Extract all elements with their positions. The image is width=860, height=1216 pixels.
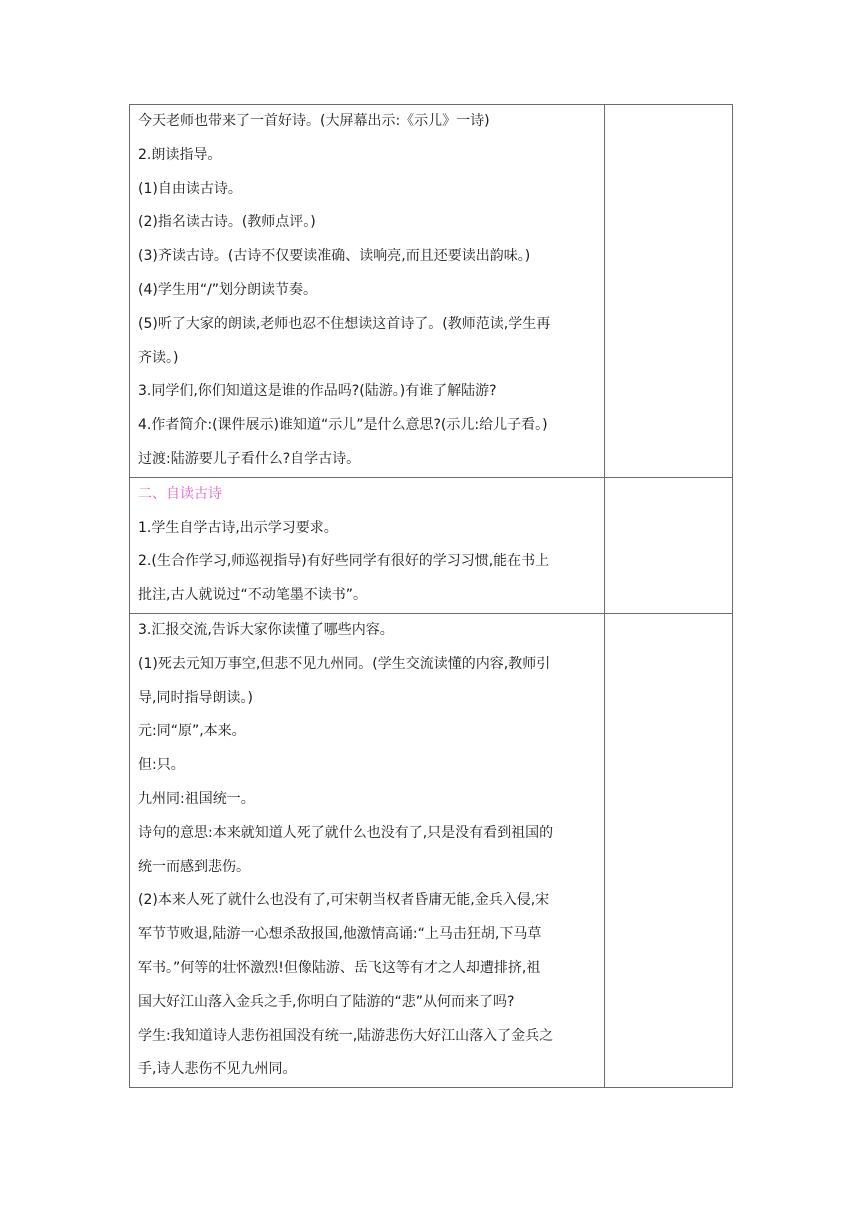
notes-cell [605,613,733,1087]
text-line: 军节节败退,陆游一心想杀敌报国,他激情高诵:“上马击狂胡,下马草 [138,926,542,943]
text-line: 国大好江山落入金兵之手,你明白了陆游的“悲”从何而来了吗? [138,993,515,1010]
text-line: (1)自由读古诗。 [138,180,242,197]
text-line: 元:同“原”,本来。 [138,723,246,740]
text-line: 2.(生合作学习,师巡视指导)有好些同学有很好的学习习惯,能在书上 [138,553,550,570]
text-line: 导,同时指导朗读。) [138,689,253,706]
content-cell [130,105,605,478]
text-line: 手,诗人悲伤不见九州同。 [138,1061,297,1078]
text-line: 批注,古人就说过“不动笔墨不读书”。 [138,587,367,604]
text-line: (2)指名读古诗。(教师点评。) [138,214,316,231]
content-cell [130,477,605,613]
text-line: 3.汇报交流,告诉大家你读懂了哪些内容。 [138,621,394,638]
section-heading: 二、自读古诗 [138,485,222,502]
text-line: (1)死去元知万事空,但悲不见九州同。(学生交流读懂的内容,教师引 [138,655,551,672]
text-line: 军书。”何等的壮怀激烈!但像陆游、岳飞这等有才之人却遭排挤,祖 [138,959,541,976]
notes-cell [605,477,733,613]
text-line: (5)听了大家的朗读,老师也忍不住想读这首诗了。(教师范读,学生再 [138,315,551,332]
text-line: 过渡:陆游要儿子看什么?自学古诗。 [138,450,361,467]
text-line: 学生:我知道诗人悲伤祖国没有统一,陆游悲伤大好江山落入了金兵之 [138,1027,554,1044]
text-line: 3.同学们,你们知道这是谁的作品吗?(陆游。)有谁了解陆游? [138,383,497,400]
text-line: (4)学生用“/”划分朗读节奏。 [138,281,318,298]
text-line: (2)本来人死了就什么也没有了,可宋朝当权者昏庸无能,金兵入侵,宋 [138,892,550,909]
table-row [130,613,733,1087]
notes-cell [605,105,733,478]
lesson-plan-table [129,104,733,1088]
text-line: 4.作者简介:(课件展示)谁知道“示儿”是什么意思?(示儿:给儿子看。) [138,417,548,434]
text-line: 2.朗读指导。 [138,146,222,163]
text-line: 但:只。 [138,757,185,774]
table-row [130,477,733,613]
text-line: 诗句的意思:本来就知道人死了就什么也没有了,只是没有看到祖国的 [138,824,554,841]
text-line: 今天老师也带来了一首好诗。(大屏幕出示:《示儿》一诗) [138,113,490,129]
text-line: 九州同:祖国统一。 [138,790,255,807]
text-line: 齐读。) [138,349,179,366]
text-line: 1.学生自学古诗,出示学习要求。 [138,519,338,536]
text-line: 统一而感到悲伤。 [138,858,250,875]
table-row [130,105,733,478]
text-line: (3)齐读古诗。(古诗不仅要读准确、读响亮,而且还要读出韵味。) [138,248,531,265]
content-cell [130,613,605,1087]
